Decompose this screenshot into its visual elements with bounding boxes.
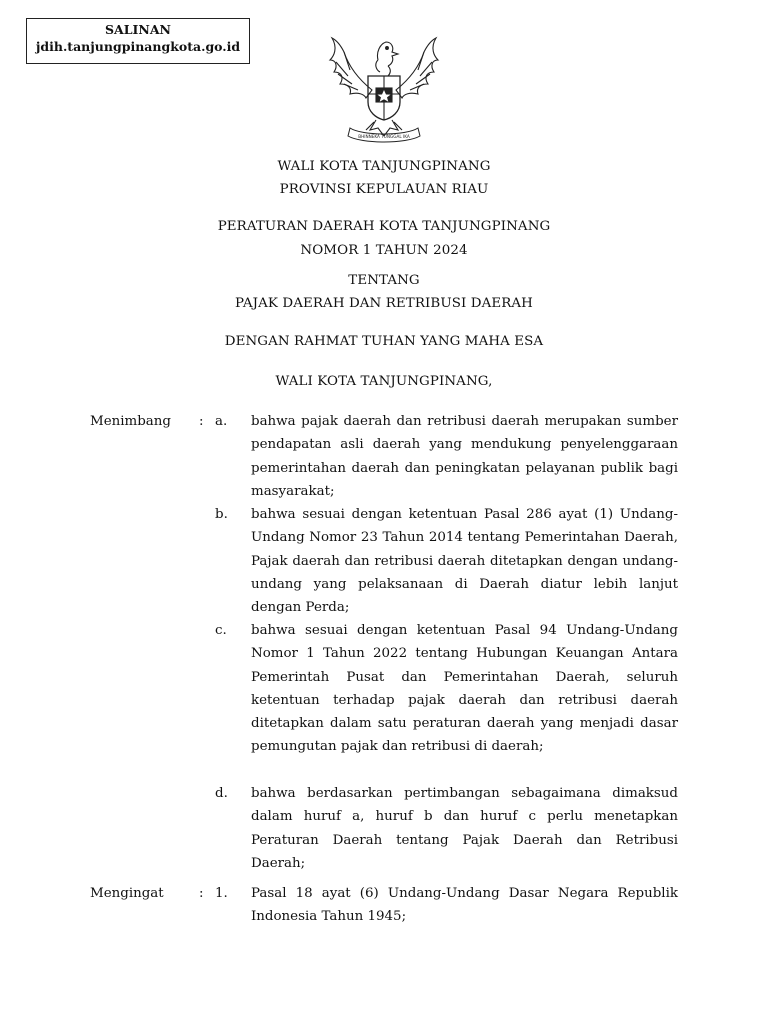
- regulation-title: PERATURAN DAERAH KOTA TANJUNGPINANG: [217, 219, 551, 234]
- considering-item-d: bahwa berdasarkan pertimbangan sebagaimana dimaksud dalam huruf a, huruf b dan huruf c perlu menetapkan Peraturan Daerah tentang Pajak Daerah dan Retribusi Daerah;: [251, 786, 678, 871]
- province-title: PROVINSI KEPULAUAN RIAU: [279, 182, 489, 197]
- garuda-pancasila-emblem: [314, 30, 454, 148]
- emblem-motto: BHINNEKA TUNGGAL IKA: [358, 134, 410, 139]
- remembering-colon: :: [199, 886, 204, 901]
- remembering-label: Mengingat: [90, 886, 164, 901]
- about-label: TENTANG: [348, 273, 420, 288]
- considering-marker-d: d.: [215, 786, 228, 801]
- regulation-subject: PAJAK DAERAH DAN RETRIBUSI DAERAH: [235, 296, 533, 311]
- invocation: DENGAN RAHMAT TUHAN YANG MAHA ESA: [224, 334, 544, 349]
- signatory-title: WALI KOTA TANJUNGPINANG,: [275, 374, 493, 389]
- remembering-marker-1: 1.: [215, 886, 228, 901]
- stamp-website: jdih.tanjungpinangkota.go.id: [35, 39, 241, 54]
- copy-stamp: [26, 18, 250, 64]
- considering-item-a: bahwa pajak daerah dan retribusi daerah merupakan sumber pendapatan asli daerah yang mendukung penyelenggaraan pemerintahan daerah dan peningkatan pelayanan publik bagi masyarakat;: [251, 414, 678, 499]
- authority-title: WALI KOTA TANJUNGPINANG: [277, 159, 491, 174]
- considering-item-c: bahwa sesuai dengan ketentuan Pasal 94 Undang-Undang Nomor 1 Tahun 2022 tentang Hubungan Keuangan Antara Pemerintah Pusat dan Pemerintahan Daerah, seluruh ketentuan terhadap pajak daerah dan retribusi daerah ditetapkan dalam satu peraturan daerah yang menjadi dasar pemungutan pajak dan retribusi di daerah;: [251, 623, 678, 755]
- considering-marker-c: c.: [215, 623, 227, 638]
- regulation-number: NOMOR 1 TAHUN 2024: [300, 243, 468, 258]
- considering-item-b: bahwa sesuai dengan ketentuan Pasal 286 ayat (1) Undang-Undang Nomor 23 Tahun 2014 tentang Pemerintahan Daerah, Pajak daerah dan retribusi daerah ditetapkan dengan undang-undang yang pelaksanaan di Daerah diatur lebih lanjut dengan Perda;: [251, 507, 678, 616]
- remembering-item-1: Pasal 18 ayat (6) Undang-Undang Dasar Negara Republik Indonesia Tahun 1945;: [251, 886, 678, 925]
- considering-marker-a: a.: [215, 414, 228, 429]
- considering-marker-b: b.: [215, 507, 228, 522]
- stamp-label: SALINAN: [105, 22, 171, 37]
- considering-label: Menimbang: [90, 414, 171, 429]
- considering-colon: :: [199, 414, 204, 429]
